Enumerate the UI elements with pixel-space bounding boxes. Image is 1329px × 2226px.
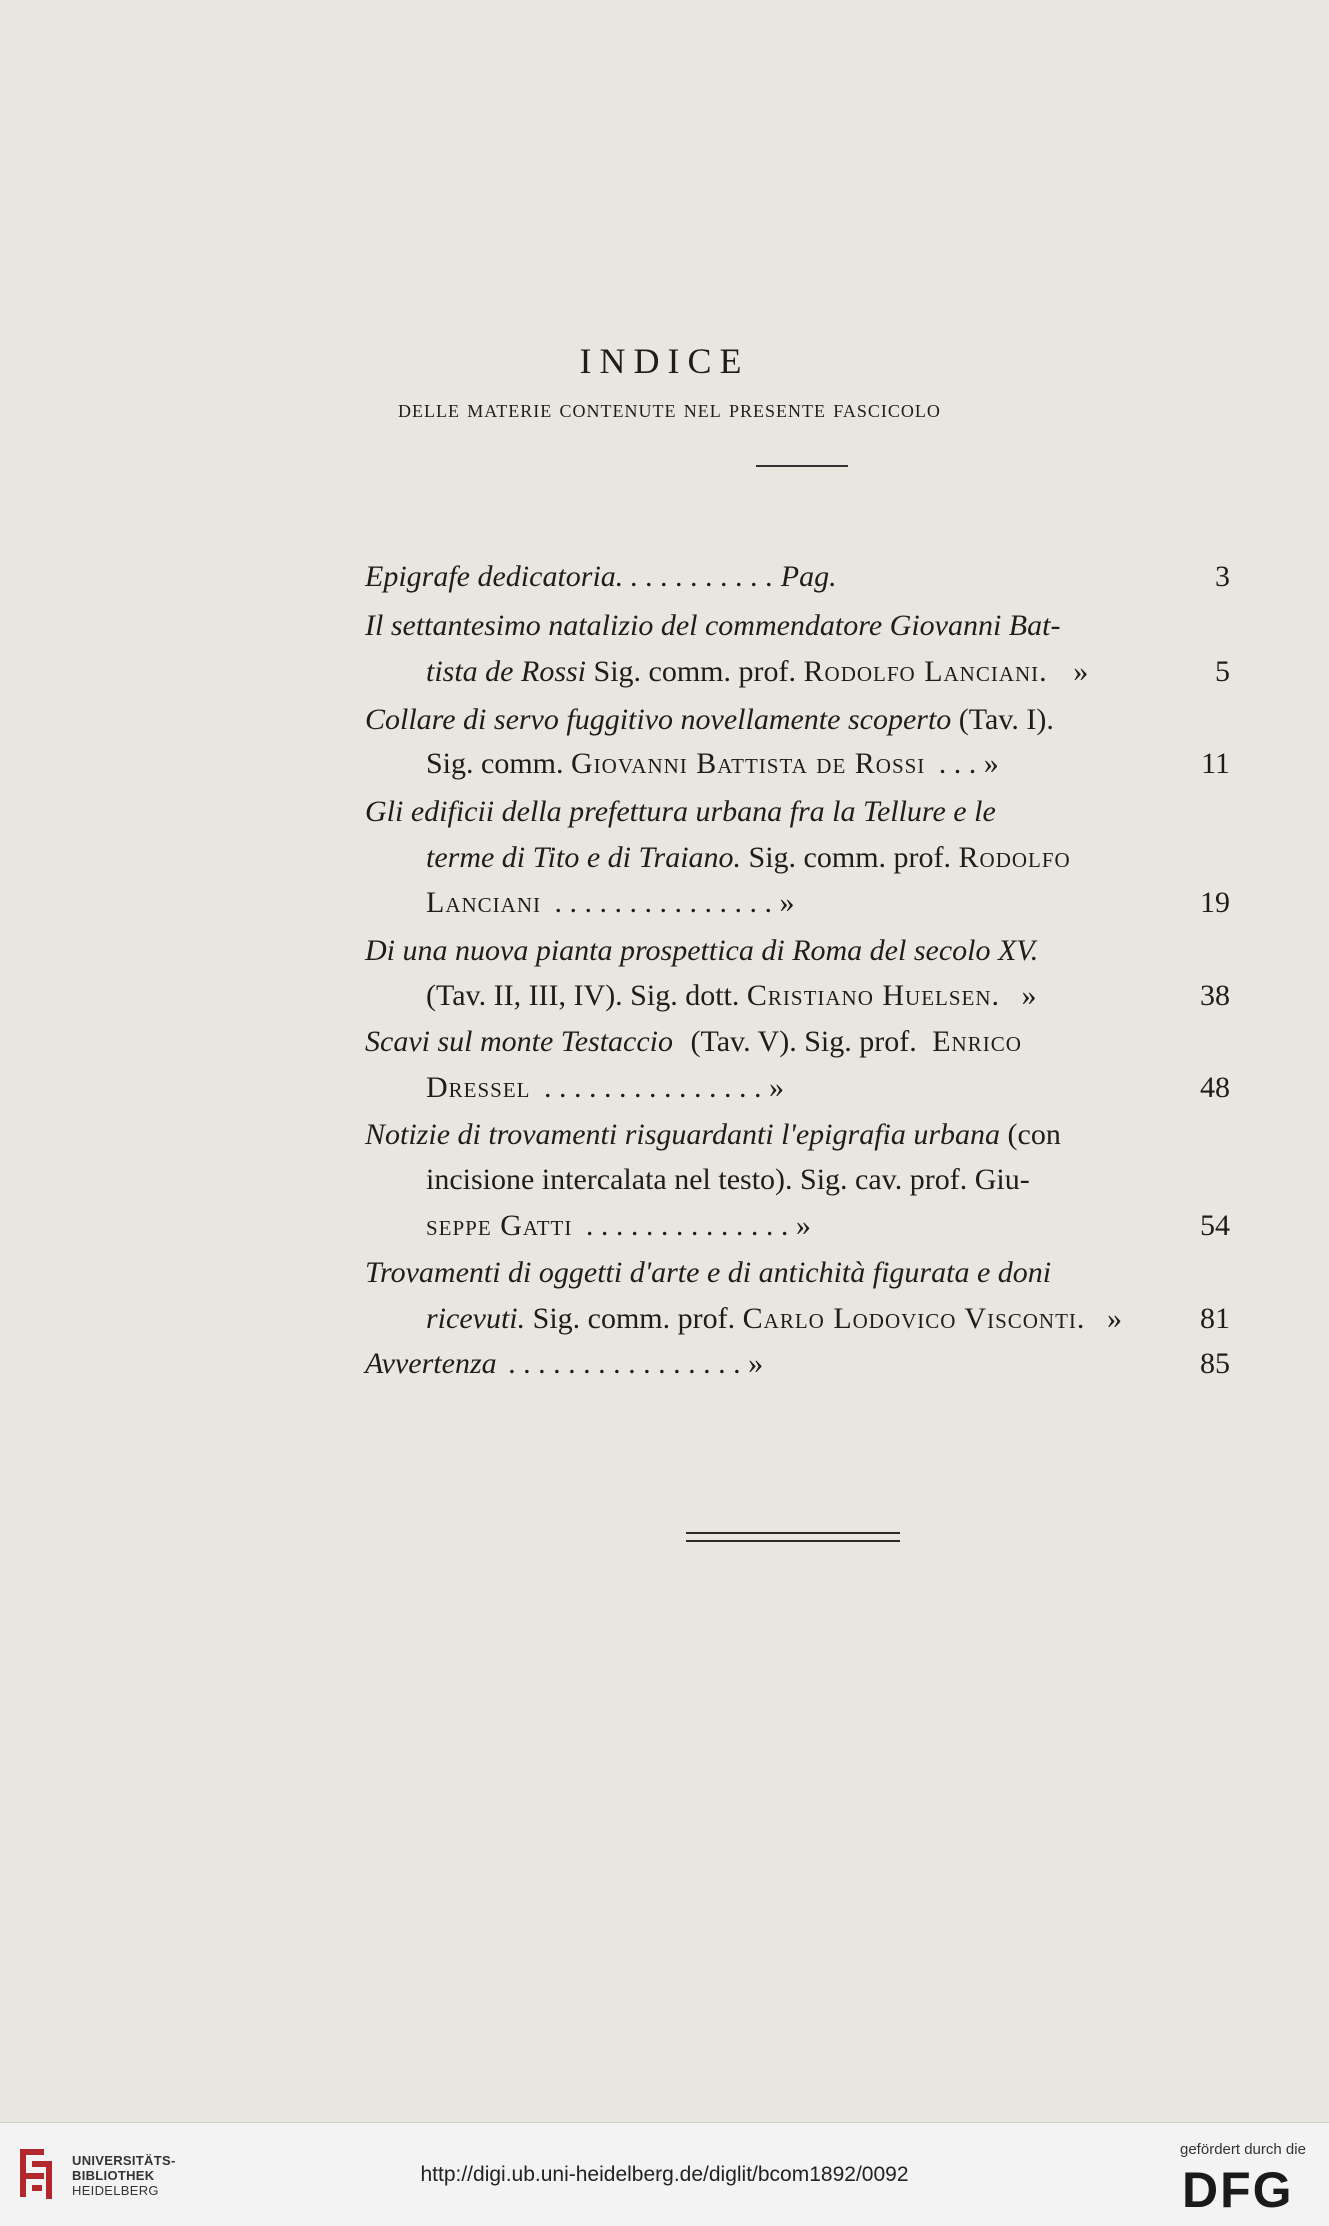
toc-entry-2-line-1: Il settantesimo natalizio del commendatore Giovanni Bat- <box>365 609 1061 642</box>
sponsor-text: gefördert durch die <box>1180 2141 1306 2158</box>
toc-entry-4-line-2: terme di Tito e di Traiano. Sig. comm. prof. Rodolfo <box>426 841 1071 874</box>
toc-entry-8-line-1: Trovamenti di oggetti d'arte e di antichità figurata e doni <box>365 1256 1052 1289</box>
toc-entry-6-page: 48 <box>1200 1071 1230 1104</box>
toc-entry-3-page: 11 <box>1201 747 1230 780</box>
source-url-link[interactable]: http://digi.ub.uni-heidelberg.de/diglit/bcom1892/0092 <box>420 2163 909 2186</box>
library-line-2: BIBLIOTHEK <box>72 2168 155 2183</box>
toc-entry-7-page: 54 <box>1200 1209 1230 1242</box>
double-rule-top <box>686 1532 900 1534</box>
toc-entry-5-line-2: (Tav. II, III, IV). Sig. dott. Cristiano Huelsen. » <box>426 979 1037 1012</box>
toc-entry-9-line-1: Avvertenza . . . . . . . . . . . . . . . . » <box>365 1347 764 1380</box>
toc-entry-2-page: 5 <box>1215 655 1230 688</box>
toc-entry-8-page: 81 <box>1200 1302 1230 1335</box>
toc-entry-7-line-3: seppe Gatti . . . . . . . . . . . . . . » <box>426 1209 811 1242</box>
toc-entry-9-page: 85 <box>1200 1347 1230 1380</box>
library-line-3: HEIDELBERG <box>72 2183 159 2198</box>
toc-entry-5-page: 38 <box>1200 979 1230 1012</box>
dfg-logo: DFG <box>1182 2162 1294 2218</box>
toc-entry-4-page: 19 <box>1200 886 1230 919</box>
toc-entry-5-line-1: Di una nuova pianta prospettica di Roma del secolo XV. <box>365 934 1039 967</box>
toc-entry-3-line-2: Sig. comm. Giovanni Battista de Rossi . . . » <box>426 747 999 780</box>
double-rule-bottom <box>686 1540 900 1542</box>
toc-entry-6-line-2: Dressel . . . . . . . . . . . . . . . » <box>426 1071 785 1104</box>
toc-entry-4-line-1: Gli edificii della prefettura urbana fra la Tellure e le <box>365 795 996 828</box>
toc-entry-6-line-1: Scavi sul monte Testaccio (Tav. V). Sig. prof. Enrico <box>365 1025 1022 1058</box>
toc-entry-8-line-2: ricevuti. Sig. comm. prof. Carlo Lodovico Visconti. » <box>426 1302 1122 1335</box>
toc-entry-7-line-1: Notizie di trovamenti risguardanti l'epigrafia urbana (con <box>365 1118 1061 1151</box>
toc-entry-3-line-1: Collare di servo fuggitivo novellamente scoperto (Tav. I). <box>365 703 1054 736</box>
toc-entry-1-title: Epigrafe dedicatoria. . . . . . . . . . . Pag. <box>365 560 837 593</box>
toc-entry-4-line-3: Lanciani . . . . . . . . . . . . . . . » <box>426 886 795 919</box>
footer-bar <box>0 2122 1329 2226</box>
toc-entry-2-line-2: tista de Rossi Sig. comm. prof. Rodolfo Lanciani. » <box>426 655 1089 688</box>
page-title: INDICE <box>579 341 750 381</box>
library-line-1: UNIVERSITÄTS- <box>72 2153 176 2168</box>
toc-entry-7-line-2: incisione intercalata nel testo). Sig. cav. prof. Giu- <box>426 1163 1030 1196</box>
toc-entry-1-page: 3 <box>1215 560 1230 593</box>
subtitle-text: delle materie contenute nel presente fascicolo <box>398 396 941 423</box>
